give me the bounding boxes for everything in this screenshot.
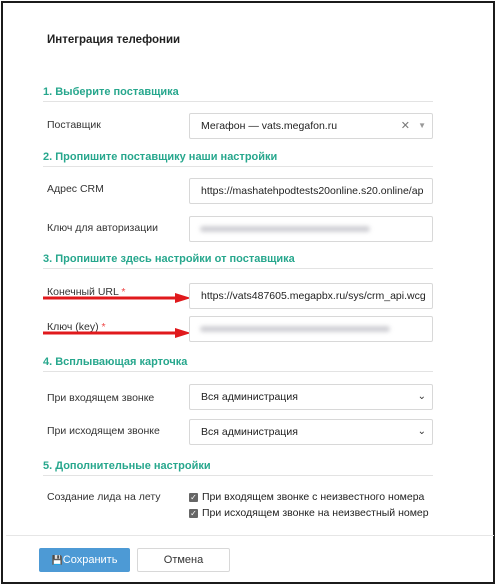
redacted-value xyxy=(200,326,390,332)
section-divider xyxy=(43,371,433,372)
outgoing-unknown-label: При исходящем звонке на неизвестный номер xyxy=(202,507,429,519)
chevron-down-icon[interactable]: ▼ xyxy=(418,121,426,130)
auth-key-label: Ключ для авторизации xyxy=(47,222,158,234)
save-icon: 💾 xyxy=(51,555,63,565)
crm-address-value: https://mashatehpodtests20online.s20.online/ap xyxy=(201,185,424,197)
section-popup-card-heading: 4. Всплывающая карточка xyxy=(43,356,188,368)
incoming-call-value: Вся администрация xyxy=(201,391,298,403)
checkbox-checked-icon[interactable]: ✓ xyxy=(190,508,197,518)
section-divider xyxy=(43,475,433,476)
required-asterisk: * xyxy=(101,321,106,333)
provider-select-value: Мегафон — vats.megafon.ru xyxy=(201,120,338,132)
incoming-unknown-label: При входящем звонке с неизвестного номера xyxy=(202,491,425,503)
chevron-down-icon[interactable]: ⌄ xyxy=(417,391,426,402)
endpoint-url-label: Конечный URL * xyxy=(47,286,126,298)
section-divider xyxy=(43,268,433,269)
save-button[interactable]: 💾Сохранить xyxy=(39,548,130,572)
endpoint-url-field[interactable] xyxy=(189,283,433,309)
red-arrow-icon xyxy=(43,293,191,303)
provider-label: Поставщик xyxy=(47,119,101,131)
section-provider-settings-heading: 3. Пропишите здесь настройки от поставщика xyxy=(43,253,295,265)
section-provider-heading: 1. Выберите поставщика xyxy=(43,86,179,98)
outgoing-unknown-checkbox-row[interactable] xyxy=(189,507,429,519)
incoming-unknown-checkbox-row[interactable] xyxy=(189,491,424,503)
incoming-call-select[interactable] xyxy=(189,384,433,410)
section-our-settings-heading: 2. Пропишите поставщику наши настройки xyxy=(43,151,278,163)
section-divider xyxy=(43,101,433,102)
dialog xyxy=(1,1,495,584)
outgoing-call-select[interactable] xyxy=(189,419,433,445)
checkbox-checked-icon[interactable]: ✓ xyxy=(190,492,197,502)
outgoing-call-value: Вся администрация xyxy=(201,426,298,438)
crm-address-label: Адрес CRM xyxy=(47,183,104,195)
dialog-title: Интеграция телефонии xyxy=(47,34,181,46)
provider-select[interactable] xyxy=(189,113,433,139)
crm-address-field[interactable] xyxy=(189,178,433,204)
incoming-call-label: При входящем звонке xyxy=(47,392,155,404)
endpoint-url-value: https://vats487605.megapbx.ru/sys/crm_api.wcg xyxy=(201,290,426,302)
redacted-value xyxy=(200,226,370,232)
lead-creation-label: Создание лида на лету xyxy=(47,491,161,503)
key-field[interactable] xyxy=(189,316,433,342)
chevron-down-icon[interactable]: ⌄ xyxy=(417,426,426,437)
section-divider xyxy=(43,166,433,167)
required-asterisk: * xyxy=(121,286,126,298)
key-label: Ключ (key) * xyxy=(47,321,106,333)
cancel-button[interactable]: Отмена xyxy=(137,548,230,572)
auth-key-field[interactable] xyxy=(189,216,433,242)
section-extra-settings-heading: 5. Дополнительные настройки xyxy=(43,460,211,472)
footer-divider xyxy=(6,535,494,536)
red-arrow-icon xyxy=(43,328,191,338)
outgoing-call-label: При исходящем звонке xyxy=(47,425,160,437)
clear-icon[interactable]: ✕ xyxy=(400,120,410,132)
